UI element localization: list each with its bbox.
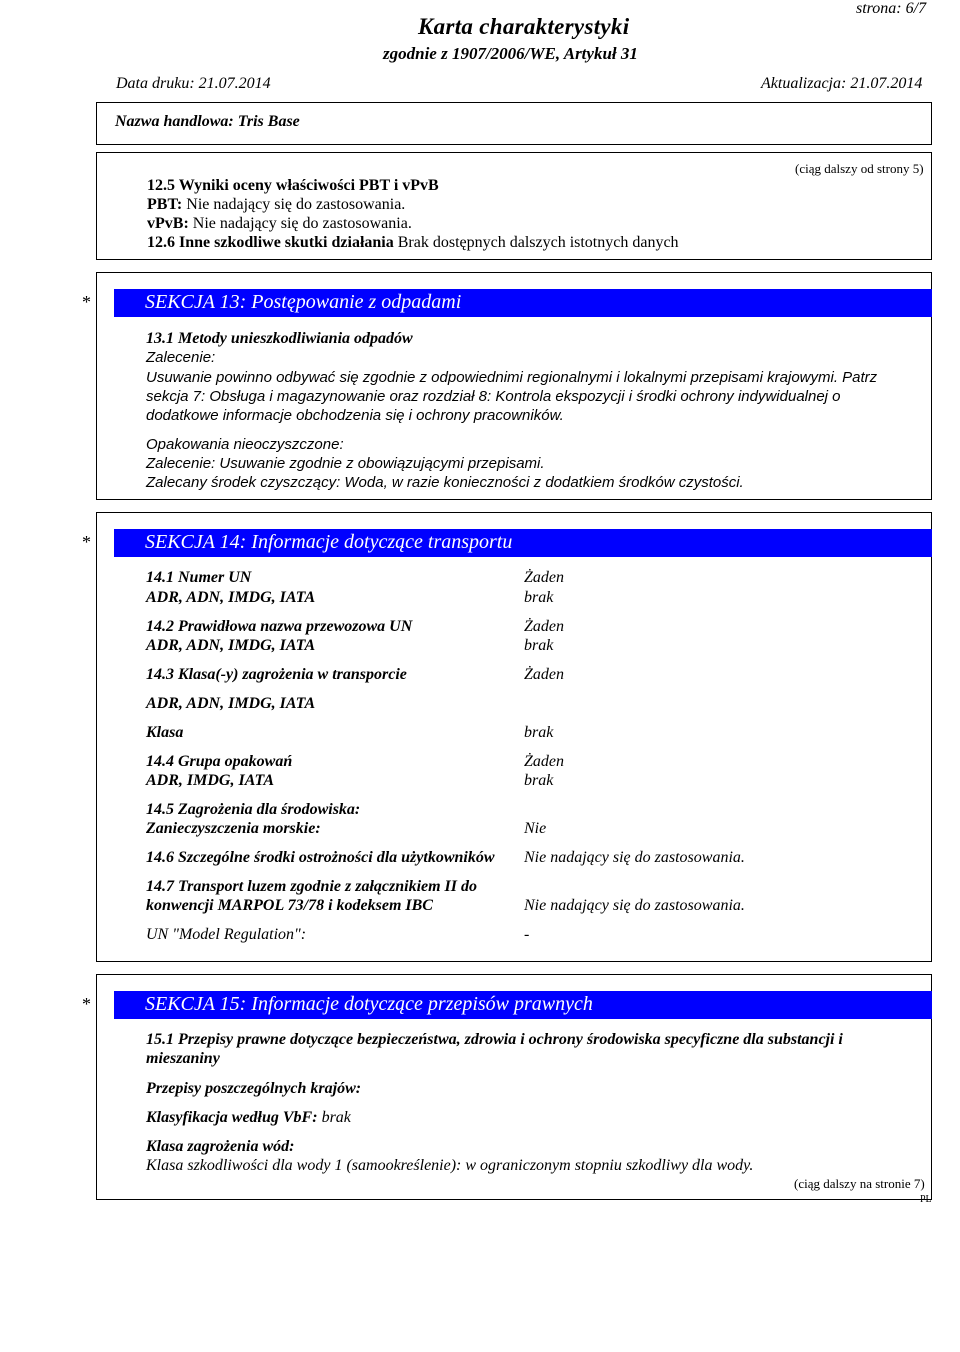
s14-row-value: Żaden (524, 569, 564, 586)
s14-row-label: 14.6 Szczególne środki ostrożności dla użytkowników (146, 849, 495, 866)
s15-regulations-line2: mieszaniny (146, 1050, 220, 1067)
s14-row-value: Nie nadający się do zastosowania. (524, 897, 745, 914)
section13-header-bar (114, 289, 932, 317)
s14-row-value: - (524, 926, 530, 943)
change-marker: * (82, 292, 91, 312)
s13-rec-line2: sekcja 7: Obsługa i magazynowanie oraz rozdział 8: Kontrola ekspozycji i środki ochrony indywidualnej o (146, 388, 841, 405)
document-title: Karta charakterystyki (418, 14, 630, 39)
section13-title: SEKCJA 13: Postępowanie z odpadami (145, 291, 462, 313)
s12-pbt-heading: 12.5 Wyniki oceny właściwości PBT i vPvB (147, 177, 439, 194)
trade-name: Nazwa handlowa: Tris Base (115, 113, 300, 130)
s13-rec-label: Zalecenie: (146, 349, 216, 366)
section14-header-bar (114, 529, 932, 557)
continuation-to: (ciąg dalszy na stronie 7) (794, 1176, 925, 1191)
language-code: PL (920, 1194, 932, 1205)
s14-row-label: 14.5 Zagrożenia dla środowiska: (146, 801, 361, 818)
section15-title: SEKCJA 15: Informacje dotyczące przepisów prawnych (145, 993, 593, 1015)
s14-row-label: Klasa (146, 724, 184, 741)
trade-name-box (96, 102, 932, 145)
change-marker: * (82, 532, 91, 552)
s13-packaging-rec: Zalecenie: Usuwanie zgodnie z obowiązującymi przepisami. (146, 455, 545, 472)
s12-vpvb: vPvB: Nie nadający się do zastosowania. (147, 215, 412, 232)
section12-box (96, 152, 932, 260)
s14-row-value: brak (524, 589, 554, 606)
s14-row-label: Zanieczyszczenia morskie: (146, 820, 321, 837)
print-date: Data druku: 21.07.2014 (116, 75, 271, 92)
s13-packaging-heading: Opakowania nieoczyszczone: (146, 436, 344, 453)
s13-rec-line1: Usuwanie powinno odbywać się zgodnie z odpowiednimi regionalnymi i lokalnymi przepisami krajowymi. Patrz (146, 369, 878, 386)
s15-water-class: Klasa szkodliwości dla wody 1 (samookreślenie): w ograniczonym stopniu szkodliwy dla wody. (146, 1157, 754, 1174)
s12-other-effects: 12.6 Inne szkodliwe skutki działania Brak dostępnych dalszych istotnych danych (147, 234, 679, 251)
s14-row-label: ADR, ADN, IMDG, IATA (146, 637, 316, 654)
s14-row-label: 14.3 Klasa(-y) zagrożenia w transporcie (146, 666, 407, 683)
page-number: strona: 6/7 (856, 0, 927, 17)
section15-header-bar (114, 991, 932, 1019)
section14-title: SEKCJA 14: Informacje dotyczące transportu (145, 531, 513, 553)
s13-cleaning-agent: Zalecany środek czyszczący: Woda, w razie konieczności z dodatkiem środków czystości. (146, 474, 744, 491)
s12-pbt: PBT: Nie nadający się do zastosowania. (147, 196, 406, 213)
s14-row-label: ADR, IMDG, IATA (146, 772, 275, 789)
s14-row-value: Żaden (524, 753, 564, 770)
s14-row-label: ADR, ADN, IMDG, IATA (146, 589, 316, 606)
s14-row-value: brak (524, 724, 554, 741)
s14-row-label: UN "Model Regulation": (146, 926, 307, 943)
s14-row-value: Żaden (524, 618, 564, 635)
update-date: Aktualizacja: 21.07.2014 (761, 75, 923, 92)
s14-row-label: ADR, ADN, IMDG, IATA (146, 695, 316, 712)
document-subtitle: zgodnie z 1907/2006/WE, Artykuł 31 (383, 44, 638, 63)
s14-row-label: 14.4 Grupa opakowań (146, 753, 293, 770)
s14-row-value: Nie nadający się do zastosowania. (524, 849, 745, 866)
s14-row-label: 14.7 Transport luzem zgodnie z załącznikiem II do (146, 878, 478, 895)
s13-methods-heading: 13.1 Metody unieszkodliwiania odpadów (146, 330, 413, 347)
s14-row-label: 14.2 Prawidłowa nazwa przewozowa UN (146, 618, 413, 635)
s14-row-label: 14.1 Numer UN (146, 569, 252, 586)
s15-regulations-line1: 15.1 Przepisy prawne dotyczące bezpieczeństwa, zdrowia i ochrony środowiska specyficzne dla substancji i (146, 1031, 843, 1048)
s14-row-value: Żaden (524, 666, 564, 683)
s15-national-heading: Przepisy poszczególnych krajów: (146, 1080, 362, 1097)
s14-row-value: brak (524, 637, 554, 654)
s13-rec-line3: dodatkowe informacje obchodzenia się i ochrony pracowników. (146, 407, 564, 424)
s15-water-heading: Klasa zagrożenia wód: (146, 1138, 295, 1155)
s15-vbf: Klasyfikacja według VbF: brak (146, 1109, 351, 1126)
s14-row-value: Nie (524, 820, 547, 837)
s14-row-value: brak (524, 772, 554, 789)
s14-row-label: konwencji MARPOL 73/78 i kodeksem IBC (146, 897, 433, 914)
continuation-from: (ciąg dalszy od strony 5) (795, 161, 924, 176)
change-marker: * (82, 994, 91, 1014)
